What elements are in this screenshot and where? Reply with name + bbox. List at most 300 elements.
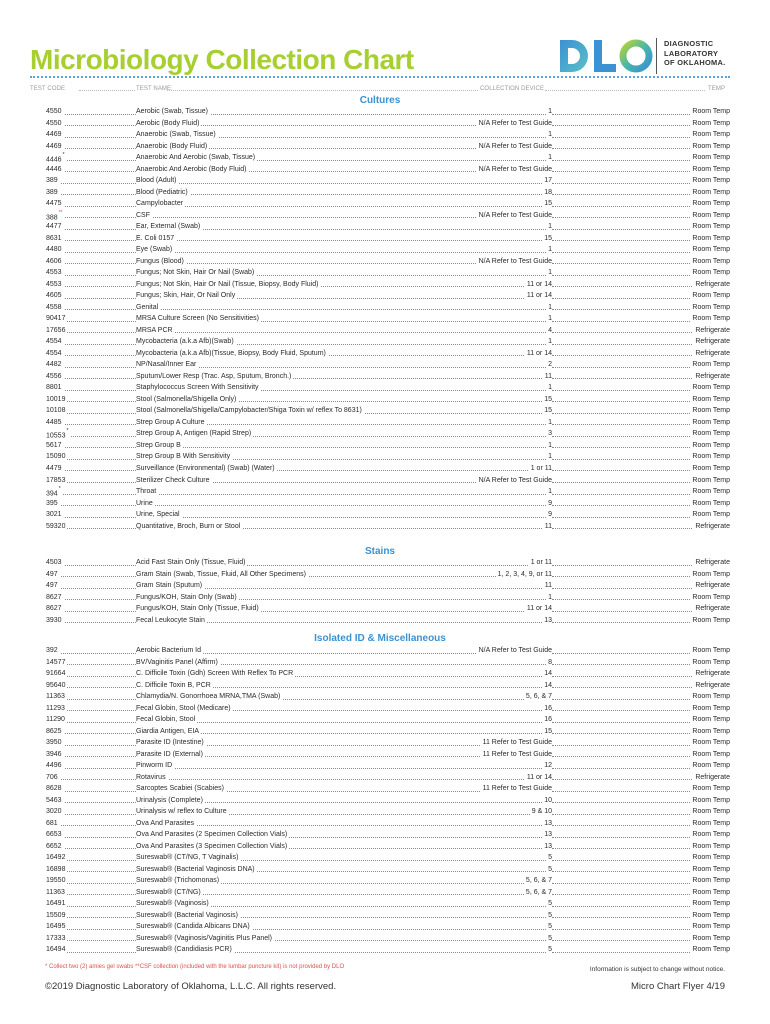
temperature: Room Temp [690, 795, 730, 807]
collection-device: 1, 2, 3, 4, 9, or 11 [496, 569, 552, 581]
table-row [30, 829, 730, 841]
test-name: Ear, External (Swab) [136, 221, 202, 233]
temperature: Room Temp [690, 887, 730, 899]
test-name: Urinalysis (Complete) [136, 795, 205, 807]
temperature: Room Temp [690, 187, 730, 199]
stains-list [30, 557, 730, 626]
table-row [30, 521, 730, 533]
test-name: MRSA PCR [136, 325, 175, 337]
test-code: 11293 [46, 703, 67, 715]
test-code: 6652 [46, 841, 64, 853]
test-name: Ova And Parasites (2 Specimen Collection Vials) [136, 829, 289, 841]
temperature: Room Temp [690, 818, 730, 830]
leader-dots [140, 722, 550, 723]
table-row [30, 313, 730, 325]
test-name: Ova And Parasites [136, 818, 196, 830]
collection-device: N/A Refer to Test Guide [477, 141, 552, 153]
table-row [30, 933, 730, 945]
table-row [30, 875, 730, 887]
collection-device: 5 [546, 921, 552, 933]
test-name: E. Coli 0157 [136, 233, 176, 245]
test-name: Parasite ID (External) [136, 749, 205, 761]
col-header-temp: TEMP [708, 86, 726, 92]
section-title-stains: Stains [364, 546, 395, 557]
test-name: C. Difficile Toxin (Gdh) Screen With Reflex To PCR [136, 668, 295, 680]
leader-dots [140, 252, 550, 253]
test-name: Acid Fast Stain Only (Tissue, Fluid) [136, 557, 247, 569]
test-name: Urine, Special [136, 509, 182, 521]
collection-device: 11 Refer to Test Guide [481, 737, 552, 749]
test-code: 95640 [46, 680, 67, 692]
collection-device: 9 & 10 [530, 806, 552, 818]
collection-device: 11 or 14 [525, 348, 552, 360]
test-code: 4556 [46, 371, 64, 383]
table-row [30, 580, 730, 592]
leader-dots [48, 653, 136, 654]
test-code: 6653 [46, 829, 64, 841]
collection-device: 15 [542, 233, 552, 245]
leader-dots [140, 309, 550, 310]
collection-device: 5, 6, & 7 [524, 887, 552, 899]
collection-device: 5 [546, 933, 552, 945]
footnote: * Collect two (2) amies gel swabs **CSF collection (included with the lumbar puncture kit) is not provided by DLO [45, 964, 345, 970]
collection-device: 11 [543, 521, 552, 533]
temperature: Refrigerate [693, 603, 730, 615]
temperature: Room Temp [690, 806, 730, 818]
test-name: NP/Nasal/Inner Ear [136, 359, 198, 371]
temperature: Room Temp [690, 783, 730, 795]
test-code: 11290 [46, 714, 67, 726]
test-name: Anaerobic (Body Fluid) [136, 141, 209, 153]
table-row [30, 221, 730, 233]
collection-device: N/A Refer to Test Guide [477, 118, 552, 130]
collection-device: 1 [546, 267, 552, 279]
temperature: Room Temp [690, 267, 730, 279]
table-row [30, 475, 730, 487]
table-row [30, 645, 730, 657]
table-row [30, 256, 730, 268]
collection-device: 1 [546, 302, 552, 314]
test-code: 19550 [46, 875, 67, 887]
table-row [30, 244, 730, 256]
temperature: Room Temp [690, 428, 730, 440]
table-row [30, 302, 730, 314]
test-code: 4550 [46, 118, 64, 130]
test-name: Strep Group B [136, 440, 183, 452]
test-code: 5617 [46, 440, 64, 452]
collection-device: 9 [546, 498, 552, 510]
temperature: Room Temp [690, 749, 730, 761]
test-code: 10553* [46, 428, 70, 442]
test-code: 4446* [46, 152, 67, 166]
table-row [30, 783, 730, 795]
test-code: 392 [46, 645, 60, 657]
test-code: 4554 [46, 336, 64, 348]
table-row [30, 336, 730, 348]
temperature: Room Temp [690, 244, 730, 256]
temperature: Room Temp [690, 841, 730, 853]
table-row [30, 187, 730, 199]
test-name: Chlamydia/N. Gonorrhoea MRNA,TMA (Swab) [136, 691, 282, 703]
col-header-name: TEST NAME [136, 86, 172, 92]
test-code: 4479 [46, 463, 64, 475]
temperature: Room Temp [690, 233, 730, 245]
test-code: 388** [46, 210, 65, 224]
temperature: Room Temp [690, 451, 730, 463]
col-header-leader [167, 90, 478, 91]
test-name: Staphylococcus Screen With Sensitivity [136, 382, 261, 394]
test-code: 4503 [46, 557, 64, 569]
table-row [30, 737, 730, 749]
test-name: Anaerobic And Aerobic (Body Fluid) [136, 164, 249, 176]
test-code: 4469 [46, 129, 64, 141]
table-row [30, 557, 730, 569]
test-code: 4558 [46, 302, 64, 314]
test-name: Sureswab® (Candidiasis PCR) [136, 944, 234, 956]
table-row [30, 806, 730, 818]
leader-dots [140, 517, 550, 518]
table-row [30, 910, 730, 922]
leader-dots [48, 505, 136, 506]
dlo-logo [558, 36, 730, 76]
test-name: Ova And Parasites (3 Specimen Collection Vials) [136, 841, 289, 853]
test-code: 395 [46, 498, 60, 510]
temperature: Room Temp [690, 910, 730, 922]
test-name: Aerobic Bacterium Id [136, 645, 203, 657]
test-code: 16495 [46, 921, 67, 933]
temperature: Room Temp [690, 463, 730, 475]
temperature: Room Temp [690, 405, 730, 417]
test-name: Sterilizer Check Culture [136, 475, 212, 487]
table-row [30, 267, 730, 279]
collection-device: 1 [546, 129, 552, 141]
test-name: Throat [136, 486, 158, 498]
test-code: 4469 [46, 141, 64, 153]
temperature: Refrigerate [693, 279, 730, 291]
footnote-mark: * [58, 486, 61, 493]
collection-device: 2 [546, 359, 552, 371]
table-row [30, 703, 730, 715]
page-header [30, 36, 730, 86]
test-name: CSF [136, 210, 152, 222]
collection-device: 13 [542, 818, 552, 830]
collection-device: 11 or 14 [525, 603, 552, 615]
collection-device: 8 [546, 657, 552, 669]
leader-dots [48, 194, 136, 195]
test-code: 8631 [46, 233, 64, 245]
test-code: 90417 [46, 313, 67, 325]
temperature: Room Temp [690, 198, 730, 210]
temperature: Refrigerate [693, 680, 730, 692]
temperature: Room Temp [690, 290, 730, 302]
section-title-misc: Isolated ID & Miscellaneous [314, 633, 446, 644]
table-row [30, 749, 730, 761]
temperature: Room Temp [690, 313, 730, 325]
test-name: Blood (Pediatric) [136, 187, 190, 199]
temperature: Refrigerate [693, 557, 730, 569]
test-code: 3950 [46, 737, 64, 749]
test-code: 4446 [46, 164, 64, 176]
collection-device: N/A Refer to Test Guide [477, 645, 552, 657]
temperature: Room Temp [690, 944, 730, 956]
temperature: Room Temp [690, 475, 730, 487]
table-row [30, 921, 730, 933]
test-name: Strep Group A Culture [136, 417, 206, 429]
collection-device: 5 [546, 898, 552, 910]
leader-dots [140, 505, 550, 506]
test-code: 8627 [46, 603, 64, 615]
table-row [30, 898, 730, 910]
leader-dots [140, 494, 550, 495]
collection-device: 1 [546, 336, 552, 348]
collection-device: N/A Refer to Test Guide [477, 210, 552, 222]
temperature: Refrigerate [693, 325, 730, 337]
leader-dots [140, 733, 550, 734]
test-name: Sputum/Lower Resp (Trac. Asp, Sputum, Bronch.) [136, 371, 293, 383]
test-code: 11363 [46, 691, 67, 703]
temperature: Room Temp [690, 691, 730, 703]
table-row [30, 795, 730, 807]
collection-device: 9 [546, 509, 552, 521]
test-name: Fecal Globin, Stool (Medicare) [136, 703, 233, 715]
table-row [30, 428, 730, 440]
temperature: Room Temp [690, 615, 730, 627]
test-code: 4605 [46, 290, 64, 302]
collection-device: 1 [546, 152, 552, 164]
test-name: Aerobic (Body Fluid) [136, 118, 201, 130]
temperature: Room Temp [690, 933, 730, 945]
footnote-mark: ** [58, 209, 63, 216]
test-name: Anaerobic And Aerobic (Swab, Tissue) [136, 152, 257, 164]
test-code: 3020 [46, 806, 64, 818]
table-row [30, 175, 730, 187]
collection-device: 15 [542, 405, 552, 417]
leader-dots [140, 332, 550, 333]
temperature: Room Temp [690, 152, 730, 164]
collection-device: 17 [542, 175, 552, 187]
test-name: Sureswab® (Vaginosis) [136, 898, 211, 910]
temperature: Room Temp [690, 141, 730, 153]
table-row [30, 394, 730, 406]
temperature: Room Temp [690, 875, 730, 887]
temperature: Room Temp [690, 106, 730, 118]
table-row [30, 279, 730, 291]
temperature: Refrigerate [693, 668, 730, 680]
col-header-device: COLLECTION DEVICE [480, 86, 545, 92]
dlo-logo-mark [558, 36, 654, 76]
temperature: Room Temp [690, 921, 730, 933]
temperature: Room Temp [690, 256, 730, 268]
section-title-cultures: Cultures [359, 95, 401, 106]
test-name: C. Difficile Toxin B, PCR [136, 680, 213, 692]
test-code: 10019 [46, 394, 67, 406]
table-row [30, 325, 730, 337]
collection-device: 13 [542, 841, 552, 853]
test-name: Rotavirus [136, 772, 168, 784]
temperature: Room Temp [690, 726, 730, 738]
table-row [30, 498, 730, 510]
test-name: Quantitative, Broch, Burn or Stool [136, 521, 242, 533]
test-code: 4480 [46, 244, 64, 256]
test-name: Fungus; Skin, Hair, Or Nail Only [136, 290, 237, 302]
leader-dots [140, 768, 550, 769]
test-code: 17656 [46, 325, 67, 337]
test-name: Gram Stain (Sputum) [136, 580, 204, 592]
table-row [30, 569, 730, 581]
collection-device: 12 [542, 760, 552, 772]
collection-device: 1 [546, 486, 552, 498]
temperature: Room Temp [690, 417, 730, 429]
test-name: Surveillance (Environmental) (Swab) (Water) [136, 463, 277, 475]
test-name: Gram Stain (Swab, Tissue, Fluid, All Other Specimens) [136, 569, 308, 581]
table-row [30, 944, 730, 956]
page-title: Microbiology Collection Chart [30, 44, 414, 75]
test-code: 3930 [46, 615, 64, 627]
test-name: Genital [136, 302, 160, 314]
test-code: 14577 [46, 657, 67, 669]
table-row [30, 680, 730, 692]
table-row [30, 486, 730, 498]
leader-dots [48, 779, 136, 780]
table-row [30, 348, 730, 360]
table-row [30, 198, 730, 210]
table-row [30, 118, 730, 130]
collection-device: 1 [546, 313, 552, 325]
test-code: 8627 [46, 592, 64, 604]
table-row [30, 359, 730, 371]
test-name: Pinworm ID [136, 760, 174, 772]
temperature: Refrigerate [693, 521, 730, 533]
collection-device: 1 or 11 [529, 463, 552, 475]
test-code: 11363 [46, 887, 67, 899]
temperature: Room Temp [690, 657, 730, 669]
temperature: Room Temp [690, 898, 730, 910]
test-code: 16492 [46, 852, 67, 864]
temperature: Refrigerate [693, 580, 730, 592]
collection-device: 10 [542, 795, 552, 807]
temperature: Room Temp [690, 498, 730, 510]
temperature: Room Temp [690, 175, 730, 187]
test-code: 497 [46, 580, 60, 592]
collection-device: 11 [543, 580, 552, 592]
test-code: 3946 [46, 749, 64, 761]
leader-dots [48, 825, 136, 826]
collection-device: 1 or 11 [529, 557, 552, 569]
collection-device: 11 or 14 [525, 772, 552, 784]
table-row [30, 841, 730, 853]
collection-device: 15 [542, 394, 552, 406]
collection-device: N/A Refer to Test Guide [477, 475, 552, 487]
test-name: Sureswab® (CT/NG) [136, 887, 203, 899]
table-row [30, 852, 730, 864]
leader-dots [140, 447, 550, 448]
collection-device: 11 or 14 [525, 279, 552, 291]
table-row [30, 152, 730, 164]
test-code: 394* [46, 486, 63, 500]
leader-dots [140, 206, 550, 207]
temperature: Refrigerate [693, 371, 730, 383]
leader-dots [140, 367, 550, 368]
table-row [30, 509, 730, 521]
test-code: 91664 [46, 668, 67, 680]
leader-dots [140, 825, 550, 826]
temperature: Room Temp [690, 760, 730, 772]
collection-device: N/A Refer to Test Guide [477, 256, 552, 268]
test-code: 4496 [46, 760, 64, 772]
table-row [30, 668, 730, 680]
temperature: Room Temp [690, 645, 730, 657]
test-code: 4475 [46, 198, 64, 210]
temperature: Room Temp [690, 486, 730, 498]
test-name: Mycobacteria (a.k.a Afb)(Tissue, Biopsy, Body Fluid, Sputum) [136, 348, 328, 360]
test-name: Blood (Adult) [136, 175, 178, 187]
table-row [30, 657, 730, 669]
test-name: Sureswab® (Trichomonas) [136, 875, 221, 887]
leader-dots [140, 183, 550, 184]
table-row [30, 417, 730, 429]
test-name: Stool (Salmonella/Shigella/Campylobacter/Shiga Toxin w/ reflex To 8631) [136, 405, 364, 417]
collection-device: 3 [546, 428, 552, 440]
test-code: 4477 [46, 221, 64, 233]
collection-device: 16 [542, 703, 552, 715]
table-row [30, 382, 730, 394]
test-name: Sureswab® (Bacterial Vaginosis DNA) [136, 864, 257, 876]
test-name: Fungus/KOH, Stain Only (Swab) [136, 592, 239, 604]
test-name: Sureswab® (CT/NG, T Vaginalis) [136, 852, 240, 864]
test-name: Stool (Salmonella/Shigella Only) [136, 394, 238, 406]
table-row [30, 371, 730, 383]
test-code: 16491 [46, 898, 67, 910]
test-code: 16898 [46, 864, 67, 876]
test-code: 17333 [46, 933, 67, 945]
leader-dots [140, 779, 550, 780]
leader-dots [48, 183, 136, 184]
table-row [30, 164, 730, 176]
test-code: 5463 [46, 795, 64, 807]
test-name: Fungus; Not Skin, Hair Or Nail (Tissue, Biopsy, Body Fluid) [136, 279, 320, 291]
temperature: Room Temp [690, 359, 730, 371]
cultures-list [30, 106, 730, 532]
collection-device: 5, 6, & 7 [524, 875, 552, 887]
test-name: Sarcoptes Scabiei (Scabies) [136, 783, 226, 795]
temperature: Room Temp [690, 509, 730, 521]
test-name: Aerobic (Swab, Tissue) [136, 106, 210, 118]
temperature: Room Temp [690, 118, 730, 130]
collection-device: 5, 6, & 7 [524, 691, 552, 703]
table-row [30, 772, 730, 784]
test-name: BV/Vaginitis Panel (Affirm) [136, 657, 220, 669]
test-name: Fecal Globin, Stool [136, 714, 197, 726]
test-code: 389 [46, 175, 60, 187]
test-code: 4553 [46, 279, 64, 291]
test-name: Parasite ID (Intestine) [136, 737, 206, 749]
test-code: 4606 [46, 256, 64, 268]
temperature: Room Temp [690, 210, 730, 222]
leader-dots [48, 588, 136, 589]
test-code: 8628 [46, 783, 64, 795]
test-name: Giardia Antigen, EIA [136, 726, 201, 738]
temperature: Room Temp [690, 382, 730, 394]
header-divider [30, 76, 730, 78]
collection-device: 1 [546, 221, 552, 233]
collection-device: 18 [542, 187, 552, 199]
collection-device: 5 [546, 852, 552, 864]
collection-device: N/A Refer to Test Guide [477, 164, 552, 176]
test-code: 681 [46, 818, 60, 830]
collection-device: 1 [546, 451, 552, 463]
table-row [30, 603, 730, 615]
test-name: Sureswab® (Candida Albicans DNA) [136, 921, 252, 933]
